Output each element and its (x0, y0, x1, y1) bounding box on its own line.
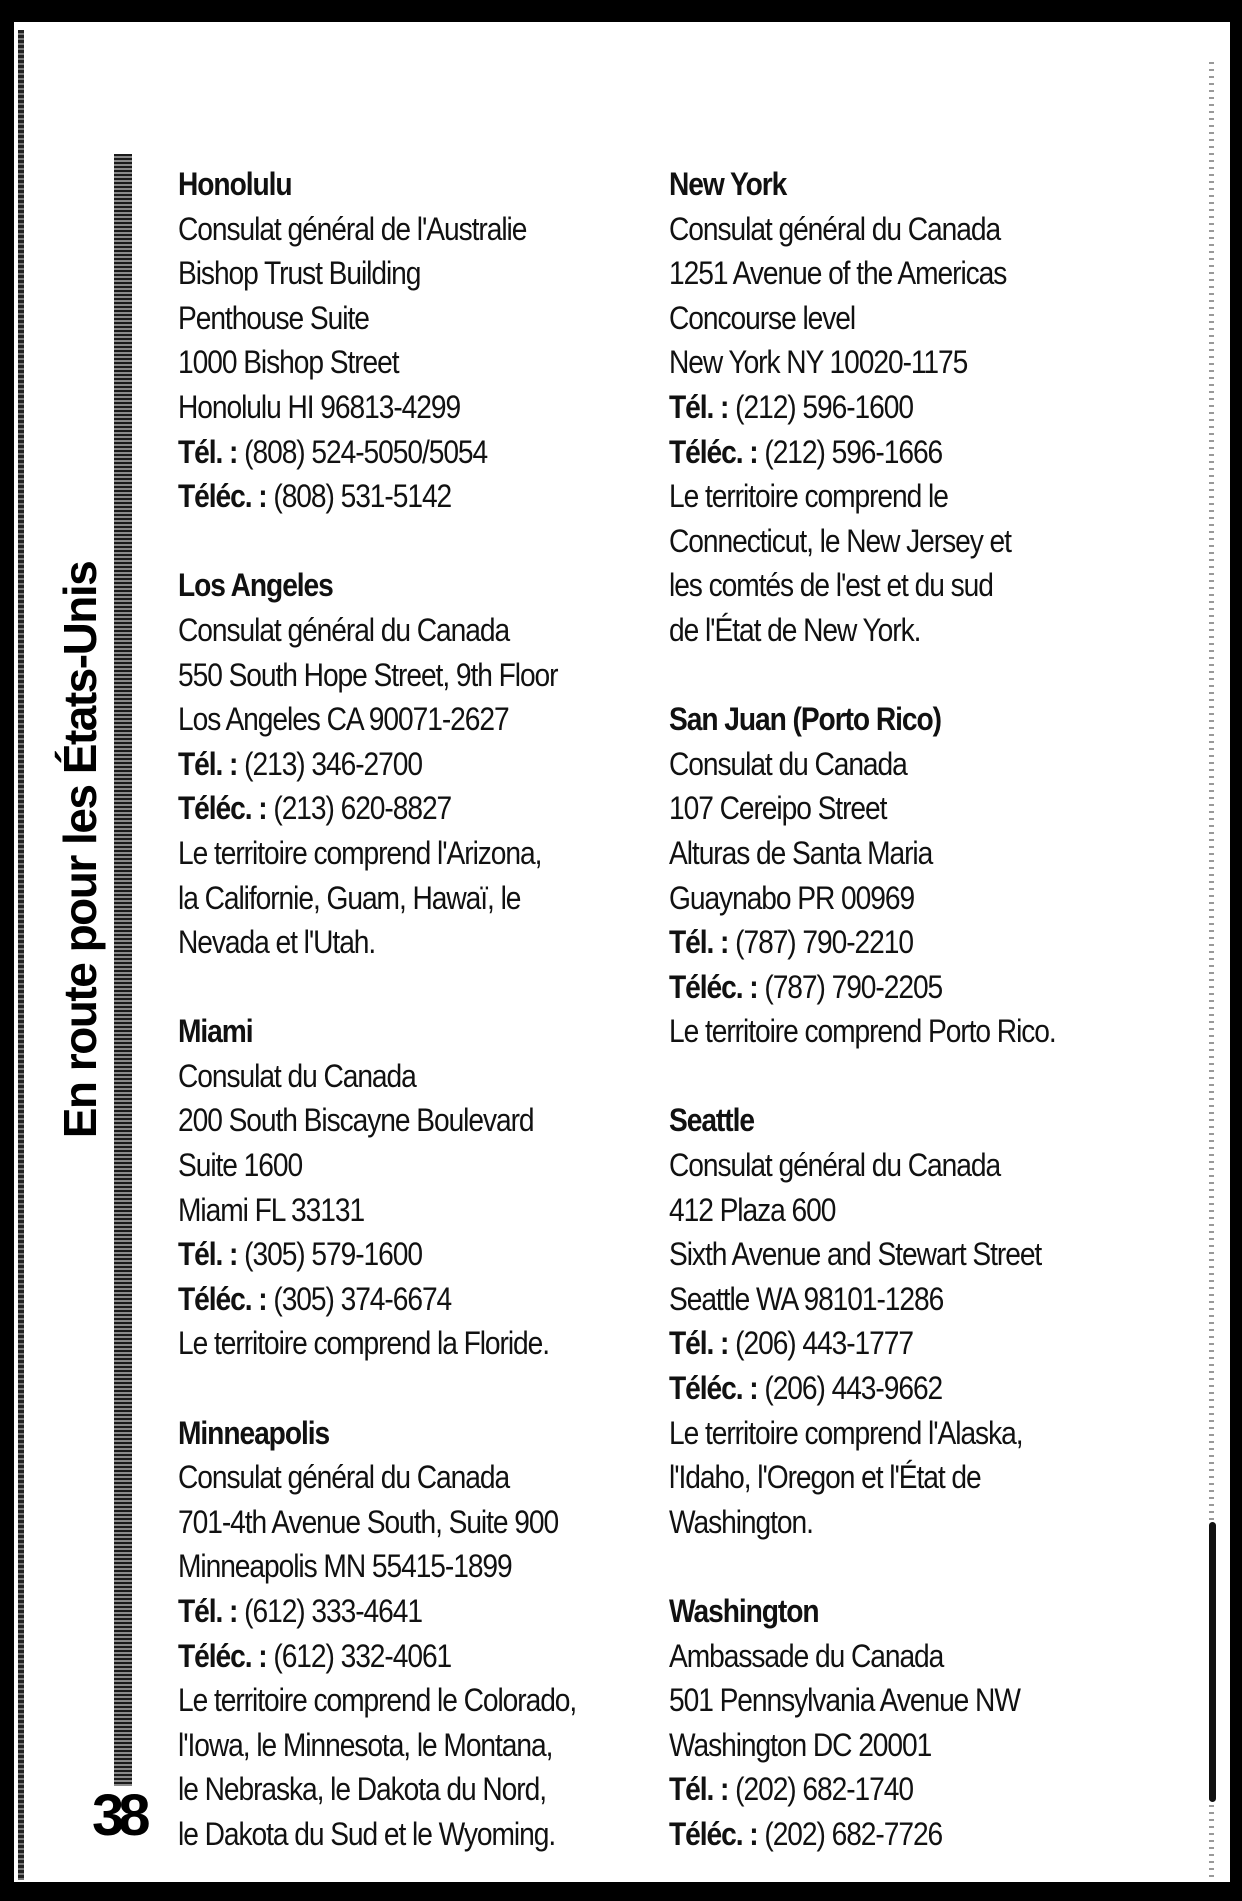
territory-line: le Dakota du Sud et le Wyoming. (178, 1815, 556, 1852)
fax-label: Téléc. : (669, 1815, 758, 1852)
address-line: Consulat général du Canada (178, 1459, 510, 1496)
address-line: Bishop Trust Building (178, 255, 421, 292)
territory-line: de l'État de New York. (669, 611, 921, 648)
territory-line: le Nebraska, le Dakota du Nord, (178, 1771, 546, 1808)
address-line: Guaynabo PR 00969 (669, 879, 915, 916)
city-heading: Minneapolis (178, 1414, 330, 1451)
page-number: 38 (92, 1786, 149, 1846)
address-line: Consulat du Canada (178, 1057, 416, 1094)
fax-line (178, 474, 583, 519)
fax-label: Téléc. : (669, 968, 758, 1005)
fax-number: (808) 531-5142 (273, 478, 452, 515)
fax-label: Téléc. : (669, 433, 758, 470)
phone-label: Tél. : (669, 1325, 729, 1362)
phone-label: Tél. : (669, 1771, 729, 1808)
phone-line (178, 430, 583, 475)
fax-label: Téléc. : (178, 790, 267, 827)
territory-line: Le territoire comprend Porto Rico. (669, 1013, 1056, 1050)
phone-label: Tél. : (178, 1236, 238, 1273)
address-line: 1251 Avenue of the Americas (669, 255, 1007, 292)
address-line: Alturas de Santa Maria (669, 834, 933, 871)
territory-line: Le territoire comprend l'Alaska, (669, 1414, 1023, 1451)
city-heading: Miami (178, 1013, 253, 1050)
territory-line: l'Idaho, l'Oregon et l'État de (669, 1459, 981, 1496)
consulate-entry (669, 697, 1074, 1054)
address-line: Sixth Avenue and Stewart Street (669, 1236, 1042, 1273)
fax-line (669, 1812, 1074, 1857)
phone-label: Tél. : (178, 745, 238, 782)
phone-line (669, 1767, 1074, 1812)
address-line: 412 Plaza 600 (669, 1191, 836, 1228)
phone-label: Tél. : (178, 1593, 238, 1629)
city-heading: Honolulu (178, 166, 292, 202)
address-line: Suite 1600 (178, 1147, 303, 1184)
fax-label: Téléc. : (178, 1637, 267, 1674)
spine-title: En route pour les États-Unis (53, 558, 107, 1143)
phone-line (178, 742, 583, 787)
phone-label: Tél. : (669, 924, 729, 961)
address-line: 1000 Bishop Street (178, 344, 399, 381)
address-line: Consulat général du Canada (669, 210, 1001, 247)
phone-number: (213) 346-2700 (244, 745, 422, 782)
phone-line (178, 1589, 583, 1634)
fax-number: (305) 374-6674 (273, 1280, 452, 1317)
city-heading: Seattle (669, 1102, 754, 1139)
territory-line: l'Iowa, le Minnesota, le Montana, (178, 1726, 553, 1763)
address-line: Consulat général du Canada (669, 1147, 1001, 1184)
territory-line: Washington. (669, 1503, 813, 1540)
consulate-entry (669, 162, 1074, 653)
address-line: New York NY 10020-1175 (669, 344, 968, 381)
phone-line (669, 1321, 1074, 1366)
fax-number: (213) 620-8827 (273, 790, 452, 827)
territory-line: les comtés de l'est et du sud (669, 567, 993, 604)
phone-line (178, 1232, 583, 1277)
address-line: Consulat général du Canada (178, 611, 510, 648)
document-page (14, 22, 1230, 1882)
consulate-entry (178, 162, 583, 519)
territory-line: Le territoire comprend l'Arizona, (178, 834, 542, 871)
address-line: Minneapolis MN 55415-1899 (178, 1548, 512, 1585)
fax-number: (206) 443-9662 (764, 1370, 943, 1407)
address-line: Penthouse Suite (178, 299, 369, 336)
fax-number: (212) 596-1666 (764, 433, 943, 470)
territory-line: Nevada et l'Utah. (178, 924, 376, 961)
address-line: 107 Cereipo Street (669, 790, 887, 827)
fax-label: Téléc. : (669, 1370, 758, 1407)
address-line: Seattle WA 98101-1286 (669, 1280, 944, 1317)
phone-line (669, 920, 1074, 965)
address-line: Consulat du Canada (669, 745, 907, 782)
fax-line (669, 1366, 1074, 1411)
territory-line: Le territoire comprend le (669, 478, 948, 515)
consulate-entry (178, 563, 583, 964)
right-column (669, 162, 1074, 1901)
address-line: 550 South Hope Street, 9th Floor (178, 656, 558, 693)
spine-bar (114, 154, 132, 1834)
left-column (178, 162, 583, 1901)
consulate-entry (178, 1411, 583, 1857)
phone-number: (212) 596-1600 (735, 388, 913, 425)
phone-number: (206) 443-1777 (735, 1325, 913, 1362)
fax-number: (612) 332-4061 (273, 1637, 452, 1674)
territory-line: Le territoire comprend la Floride. (178, 1325, 550, 1362)
fax-number: (202) 682-7726 (764, 1815, 943, 1852)
phone-label: Tél. : (178, 433, 238, 470)
fax-line (669, 430, 1074, 475)
address-line: Washington DC 20001 (669, 1726, 932, 1763)
city-heading: New York (669, 166, 787, 202)
city-heading: Washington (669, 1593, 819, 1629)
territory-line: la Californie, Guam, Hawaï, le (178, 879, 521, 916)
phone-number: (808) 524-5050/5054 (244, 433, 488, 470)
city-heading: Los Angeles (178, 567, 333, 604)
territory-line: Connecticut, le New Jersey et (669, 522, 1011, 559)
phone-number: (202) 682-1740 (735, 1771, 913, 1808)
consulate-entry (669, 1589, 1074, 1857)
phone-line (669, 385, 1074, 430)
fax-line (178, 1277, 583, 1322)
fax-line (178, 1634, 583, 1679)
phone-number: (305) 579-1600 (244, 1236, 422, 1273)
address-line: Consulat général de l'Australie (178, 210, 527, 247)
phone-label: Tél. : (669, 388, 729, 425)
fax-number: (787) 790-2205 (764, 968, 943, 1005)
right-edge-mark (1209, 1522, 1216, 1802)
address-line: 501 Pennsylvania Avenue NW (669, 1682, 1020, 1719)
address-line: 701-4th Avenue South, Suite 900 (178, 1503, 559, 1540)
phone-number: (612) 333-4641 (244, 1593, 422, 1629)
consulate-entry (178, 1009, 583, 1366)
address-line: Honolulu HI 96813-4299 (178, 388, 461, 425)
address-line: Los Angeles CA 90071-2627 (178, 701, 509, 738)
address-line: Miami FL 33131 (178, 1191, 365, 1228)
fax-label: Téléc. : (178, 478, 267, 515)
city-heading: San Juan (Porto Rico) (669, 701, 941, 738)
fax-line (178, 786, 583, 831)
fax-label: Téléc. : (178, 1280, 267, 1317)
address-line: 200 South Biscayne Boulevard (178, 1102, 534, 1139)
address-line: Ambassade du Canada (669, 1637, 944, 1674)
consulate-entry (669, 1098, 1074, 1544)
phone-number: (787) 790-2210 (735, 924, 913, 961)
fax-line (669, 965, 1074, 1010)
address-line: Concourse level (669, 299, 856, 336)
left-border-rule (18, 30, 24, 1880)
territory-line: Le territoire comprend le Colorado, (178, 1682, 577, 1719)
